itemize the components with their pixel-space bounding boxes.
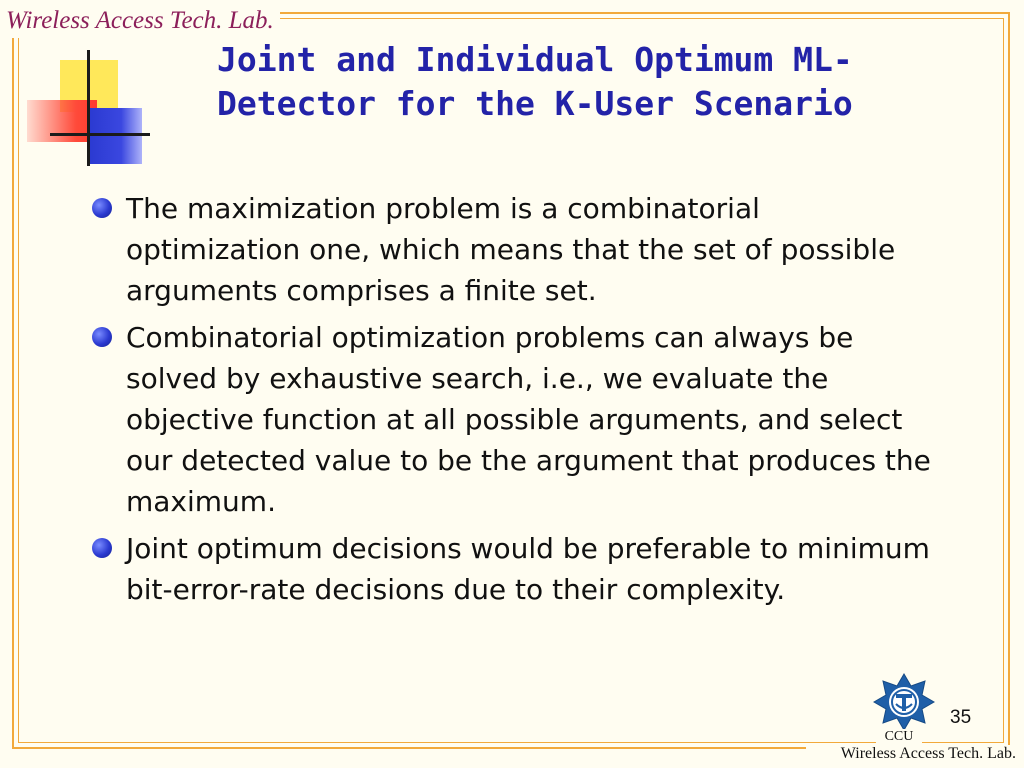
bullet-text: The maximization problem is a combinatorial optimization one, which means that the set of possible arguments comprises a finite set. (126, 192, 896, 307)
decor-blue-square (90, 108, 142, 164)
slide-title-line-2: Detector for the K-User Scenario (217, 84, 853, 123)
bullet-text: Combinatorial optimization problems can always be solved by exhaustive search, i.e., we evaluate the objective function at all possible arguments, and select our detected value to be the argument that produces the maximum. (126, 321, 931, 518)
bullet-item (92, 188, 942, 311)
page-number: 35 (950, 707, 972, 728)
university-seal-icon (872, 672, 936, 732)
bullet-item (92, 528, 942, 610)
bullet-text: Joint optimum decisions would be preferable to minimum bit-error-rate decisions due to their complexity. (126, 532, 930, 606)
bullet-dot-icon (92, 327, 112, 347)
bullet-dot-icon (92, 538, 112, 558)
bullet-list (92, 188, 942, 616)
decor-vertical-line (87, 50, 90, 166)
footer-university: CCU (876, 729, 922, 745)
bullet-dot-icon (92, 198, 112, 218)
slide-title (217, 38, 917, 126)
header-lab-name: Wireless Access Tech. Lab. (4, 4, 280, 38)
slide-title-line-1: Joint and Individual Optimum ML- (217, 40, 853, 79)
footer-lab-name: Wireless Access Tech. Lab. (806, 745, 1020, 763)
decor-horizontal-line (50, 133, 150, 136)
bullet-item (92, 317, 942, 522)
